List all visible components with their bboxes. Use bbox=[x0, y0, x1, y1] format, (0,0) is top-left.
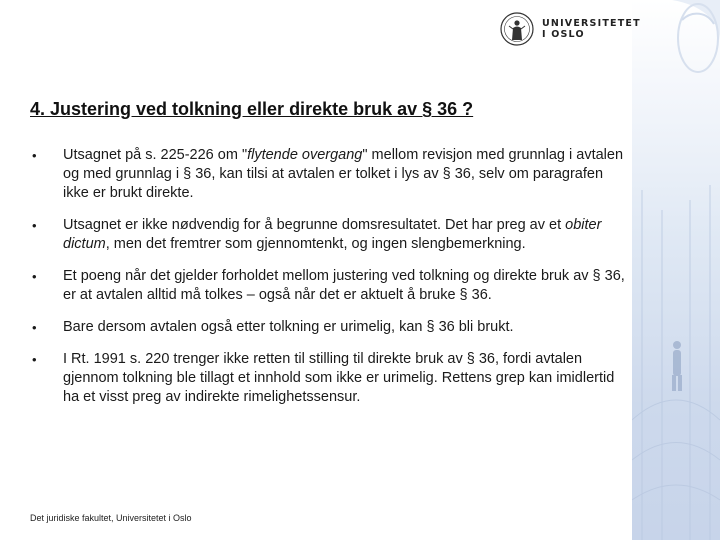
university-seal-icon bbox=[500, 12, 534, 46]
text-segment: Utsagnet er ikke nødvendig for å begrunne domsresultatet. Det har preg av et bbox=[63, 217, 566, 233]
bullet-marker: • bbox=[32, 269, 37, 284]
bullet-text bbox=[63, 318, 632, 337]
bullet-item bbox=[32, 267, 632, 305]
logo-line-1: UNIVERSITETET bbox=[542, 18, 641, 29]
footer-text: Det juridiske fakultet, Universitetet i Oslo bbox=[30, 513, 192, 523]
bullet-item bbox=[32, 350, 632, 407]
text-segment: , men det fremtrer som gjennomtenkt, og ingen slengbemerkning. bbox=[105, 236, 526, 252]
logo-wordmark bbox=[542, 18, 641, 40]
text-segment: Utsagnet på s. 225-226 om " bbox=[63, 147, 248, 163]
decorative-side-band bbox=[632, 0, 720, 540]
slide-title: 4. Justering ved tolkning eller direkte bruk av § 36 ? bbox=[30, 99, 474, 119]
text-segment: Bare dersom avtalen også etter tolkning er urimelig, kan § 36 bli brukt. bbox=[63, 319, 514, 335]
bullet-list bbox=[32, 146, 632, 420]
bullet-text bbox=[63, 216, 632, 254]
bullet-item bbox=[32, 146, 632, 203]
text-segment: I Rt. 1991 s. 220 trenger ikke retten til stilling til direkte bruk av § 36, fordi avtalen gjennom tolkning ble tillagt et innhold som ikke er urimelig. Rettens grep kan imidlertid ha et visst preg av indirekte rimelighetssensur. bbox=[63, 351, 615, 405]
logo-line-2: I OSLO bbox=[542, 29, 585, 40]
italic-phrase: flytende overgang bbox=[247, 147, 363, 163]
bullet-text bbox=[63, 146, 632, 203]
bullet-marker: • bbox=[32, 148, 37, 163]
text-segment: " mellom revisjon med grunnlag i avtalen og med grunnlag i § 36, kan tilsi at avtalen er tolket i lys av § 36, selv om paragrafen ikke er brukt direkte. bbox=[63, 147, 624, 201]
statue-artwork-icon bbox=[632, 0, 720, 540]
text-segment: Et poeng når det gjelder forholdet mellom justering ved tolkning og direkte bruk av § 36, er at avtalen alltid må tolkes – også når det er aktuelt å bruke § 36. bbox=[63, 268, 625, 303]
italic-phrase: obiter dictum bbox=[63, 217, 602, 252]
bullet-text bbox=[63, 350, 632, 407]
bullet-marker: • bbox=[32, 352, 37, 367]
university-logo bbox=[500, 12, 641, 46]
bullet-item bbox=[32, 216, 632, 254]
bullet-item bbox=[32, 318, 632, 337]
bullet-text bbox=[63, 267, 632, 305]
bullet-marker: • bbox=[32, 320, 37, 335]
bullet-marker: • bbox=[32, 218, 37, 233]
